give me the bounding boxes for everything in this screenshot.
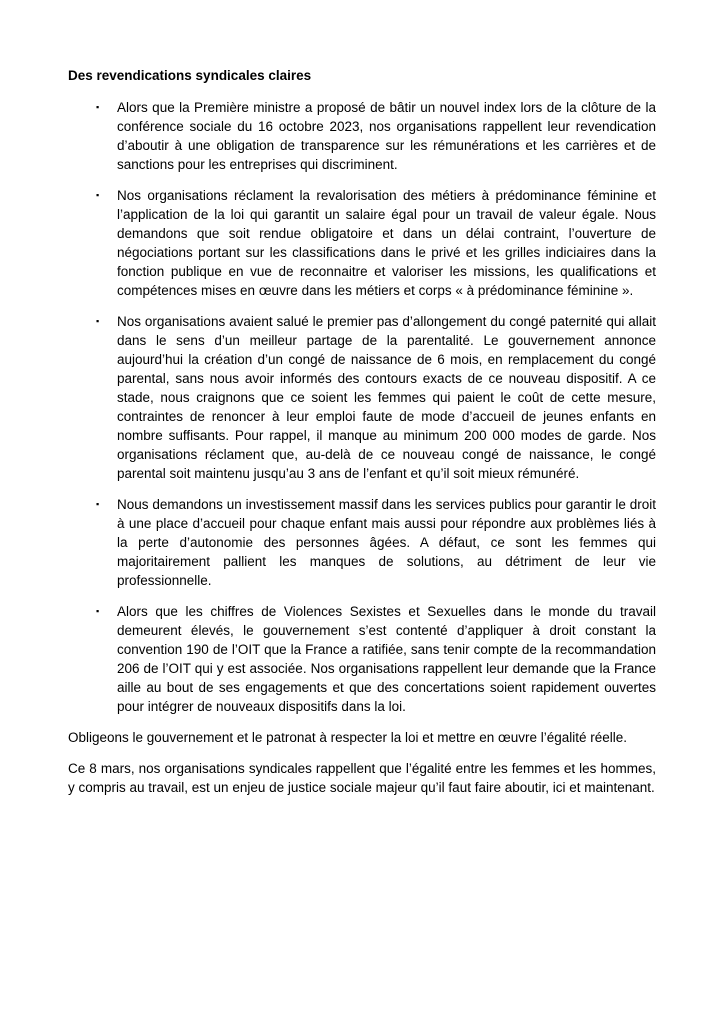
bullet-text: Nous demandons un investissement massif dans les services publics pour garantir le droit à une place d’accueil pour chaque enfant mais aussi pour répondre aux problèmes liés à la perte d’autonomie des personnes âgées. A défaut, ce sont les femmes qui majoritairement pallient les manques de solutions, au détriment de leur vie professionnelle. <box>117 497 656 588</box>
closing-paragraph-8-mars: Ce 8 mars, nos organisations syndicales rappellent que l’égalité entre les femmes et les hommes, y compris au travail, est un enjeu de justice sociale majeur qu’il faut faire aboutir, ici et maintenant. <box>68 761 656 795</box>
square-bullet-icon: ▪ <box>96 190 100 200</box>
square-bullet-icon: ▪ <box>96 316 100 326</box>
bullet-text: Alors que la Première ministre a proposé de bâtir un nouvel index lors de la clôture de la conférence sociale du 16 octobre 2023, nos organisations rappellent leur revendication d’aboutir à une obligation de transparence sur les rémunérations et les carrières et de sanctions pour les entreprises qui discriminent. <box>117 100 656 172</box>
bullet-text: Nos organisations avaient salué le premier pas d’allongement du congé paternité qui allait dans le sens d’un meilleur partage de la parentalité. Le gouvernement annonce aujourd’hui la création d’un congé de naissance de 6 mois, en remplacement du congé parental, sans nous avoir informés des contours exacts de ce nouveau dispositif. A ce stade, nous craignons que ce soient les femmes qui paient le coût de cette mesure, contraintes de renoncer à leur emploi faute de mode d’accueil de jeunes enfants en nombre suffisants. Pour rappel, il manque au minimum 200 000 modes de garde. Nos organisations réclament que, au-delà de ce nouveau congé de naissance, le congé parental soit maintenu jusqu’au 3 ans de l’enfant et qu’il soit mieux rémunéré. <box>117 314 656 481</box>
bullet-list <box>68 98 656 716</box>
bullet-text: Nos organisations réclament la revalorisation des métiers à prédominance féminine et l’application de la loi qui garantit un salaire égal pour un travail de valeur égale. Nous demandons que soit rendue obligatoire et dans un délai contraint, l’ouverture de négociations portant sur les classifications dans le privé et les grilles indiciaires dans la fonction publique en vue de reconnaitre et valoriser les missions, les qualifications et compétences mises en œuvre dans les métiers et corps « à prédominance féminine ». <box>117 188 656 298</box>
square-bullet-icon: ▪ <box>96 102 100 112</box>
closing-paragraph-obligeons: Obligeons le gouvernement et le patronat à respecter la loi et mettre en œuvre l’égalité réelle. <box>68 730 628 745</box>
bullet-item-services-publics <box>68 495 656 590</box>
bullet-item-violences-sexistes <box>68 602 656 716</box>
document-heading: Des revendications syndicales claires <box>68 68 312 83</box>
bullet-item-index-transparency <box>68 98 656 174</box>
square-bullet-icon: ▪ <box>96 499 100 509</box>
square-bullet-icon: ▪ <box>96 606 100 616</box>
bullet-item-conge-parental <box>68 312 656 483</box>
bullet-text: Alors que les chiffres de Violences Sexistes et Sexuelles dans le monde du travail demeurent élevés, le gouvernement s’est contenté d’appliquer à droit constant la convention 190 de l’OIT que la France a ratifiée, sans tenir compte de la recommandation 206 de l’OIT qui y est associée. Nos organisations rappellent leur demande que la France aille au bout de ses engagements et que des concertations soient rapidement ouvertes pour intégrer de nouveaux dispositifs dans la loi. <box>117 604 656 714</box>
bullet-item-revalorisation-metiers <box>68 186 656 300</box>
